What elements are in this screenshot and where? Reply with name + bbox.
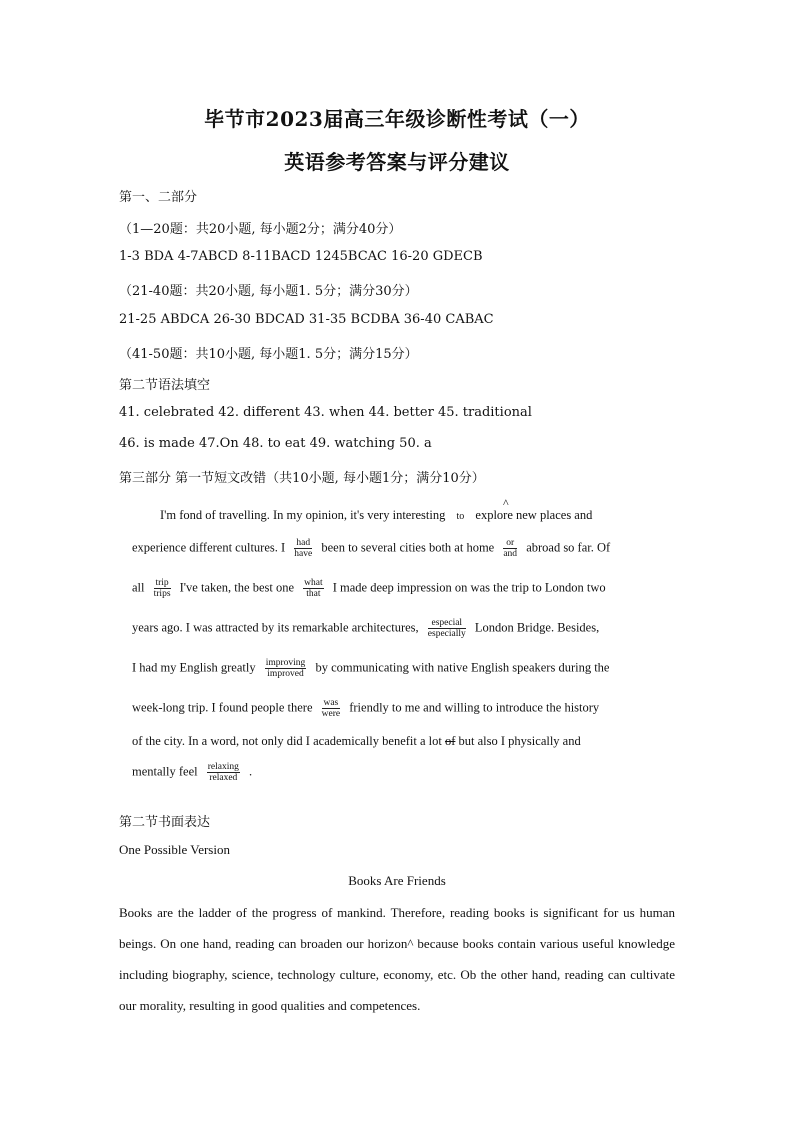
correction-was: was were: [321, 698, 341, 719]
correction-line-4: years ago. I was attracted by its remarkable architectures, especial especially London Bridge. Besides,: [132, 618, 600, 639]
writing-heading: 第二节书面表达: [119, 815, 211, 830]
correction-especial: especial especially: [427, 618, 466, 639]
correction-line-8: mentally feel relaxing relaxed .: [132, 762, 253, 783]
correction-had: had have: [294, 538, 313, 559]
grammar-heading: 第二节语法填空: [119, 378, 211, 393]
part12-note-3: （41-50题：共10小题, 每小题1. 5分；满分15分）: [119, 347, 418, 362]
essay-paragraph: Books are the ladder of the progress of mankind. Therefore, reading books is significant for us human beings. On one hand, reading can broaden our horizon^ because books contain various useful knowledge including biography, science, technology culture, economy, etc. Ob the other hand, reading can cultivate our morality, resulting in good qualities and competences.: [119, 905, 675, 1013]
grammar-answers-row-2: 46. is made 47.On 48. to eat 49. watching 50. a: [119, 436, 432, 451]
correction-line-7: of the city. In a word, not only did I academically benefit a lot of but also I physically and: [132, 734, 581, 748]
page-subtitle: 英语参考答案与评分建议: [284, 150, 510, 174]
correction-what: what that: [304, 578, 323, 599]
answers-21-40: 21-25 ABDCA 26-30 BDCAD 31-35 BCDBA 36-40 CABAC: [119, 312, 494, 327]
correction-trip: trip trips: [153, 578, 171, 599]
correction-line-2: experience different cultures. I had have been to several cities both at home or and abroad so far. Of: [132, 538, 611, 559]
correction-line-1: I'm fond of travelling. In my opinion, it's very interesting to explore new places and: [160, 508, 593, 522]
answers-1-20: 1-3 BDA 4-7ABCD 8-11BACD 1245BCAC 16-20 GDECB: [119, 249, 483, 264]
page-title: 毕节市2023届高三年级诊断性考试（一）: [204, 107, 590, 131]
writing-version: One Possible Version: [119, 842, 230, 857]
grammar-answers-row-1: 41. celebrated 42. different 43. when 44. better 45. traditional: [119, 405, 532, 420]
correction-line-3: all trip trips I've taken, the best one what that I made deep impression on was the trip to London two: [132, 578, 606, 599]
part12-note-2: （21-40题：共20小题, 每小题1. 5分；满分30分）: [119, 284, 418, 299]
insert-caret: ^: [503, 496, 509, 510]
part12-note-1: （1—20题：共20小题, 每小题2分；满分40分）: [119, 222, 402, 237]
correction-heading: 第三部分 第一节短文改错（共10小题, 每小题1分；满分10分）: [119, 471, 485, 486]
essay-title: Books Are Friends: [348, 873, 446, 888]
correction-line-5: I had my English greatly improving improved by communicating with native English speakers during the: [132, 658, 610, 679]
correction-or: or and: [503, 538, 518, 559]
part12-heading: 第一、二部分: [119, 190, 198, 205]
correction-delete-of: of: [444, 734, 456, 748]
correction-relaxing: relaxing relaxed: [207, 762, 239, 783]
correction-line-6: week-long trip. I found people there was were friendly to me and willing to introduce the history: [132, 698, 600, 719]
correction-insert-to: to: [456, 511, 465, 522]
correction-improving: improving improved: [265, 658, 306, 679]
